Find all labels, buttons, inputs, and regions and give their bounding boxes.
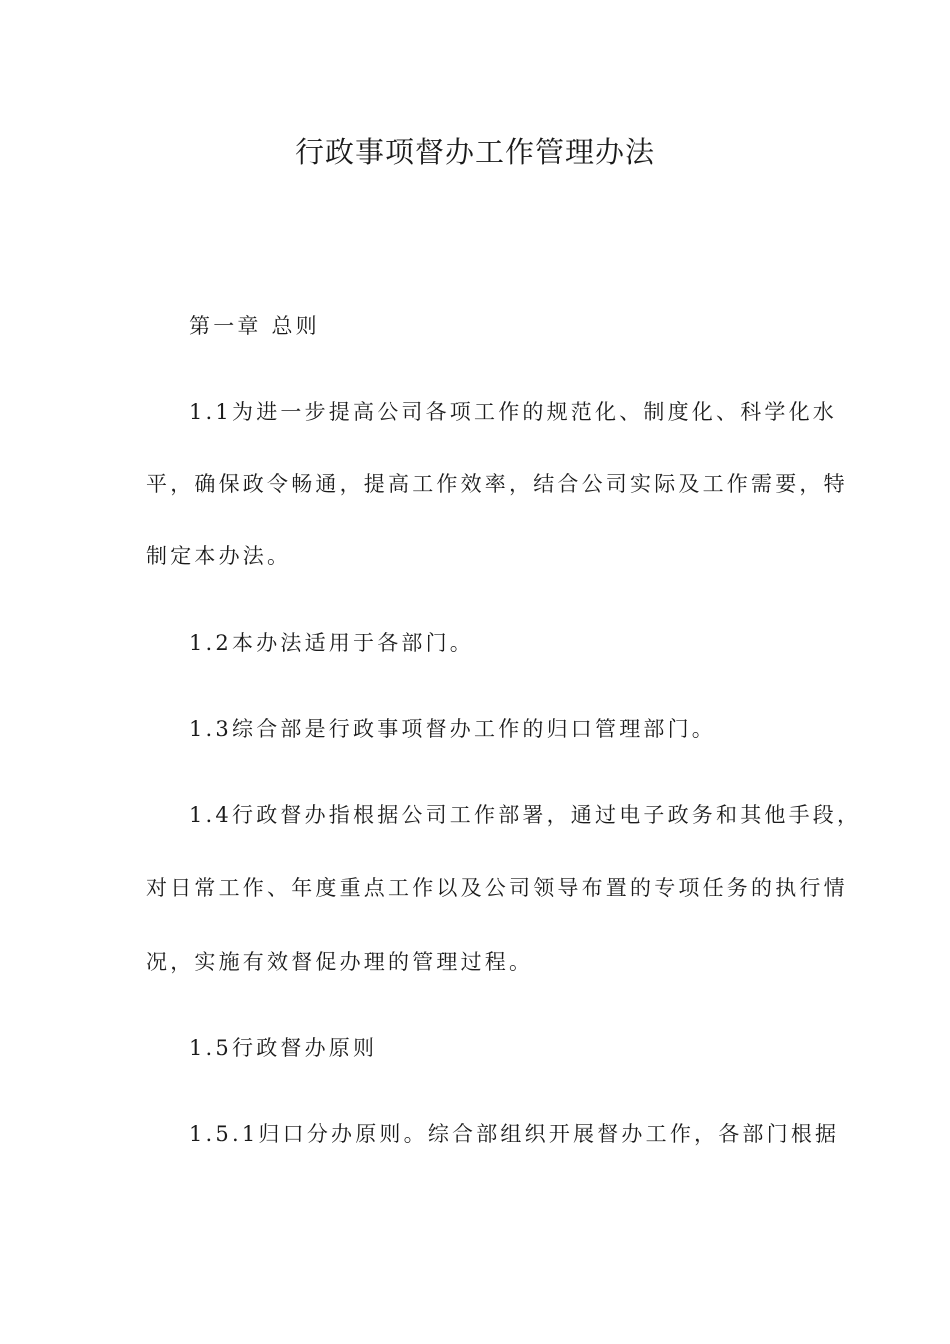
paragraph-line: 制定本办法。 bbox=[146, 544, 292, 568]
paragraph-line: 1.1为进一步提高公司各项工作的规范化、制度化、科学化水 bbox=[189, 400, 837, 424]
chapter-heading: 第一章 总则 bbox=[189, 314, 320, 338]
document-title: 行政事项督办工作管理办法 bbox=[294, 135, 655, 169]
paragraph-line: 对日常工作、年度重点工作以及公司领导布置的专项任务的执行情 bbox=[146, 876, 848, 900]
paragraph-line: 况，实施有效督促办理的管理过程。 bbox=[146, 950, 534, 974]
paragraph-line: 平，确保政令畅通，提高工作效率，结合公司实际及工作需要，特 bbox=[146, 472, 848, 496]
paragraph-line: 1.3综合部是行政事项督办工作的归口管理部门。 bbox=[189, 717, 716, 741]
section-heading: 1.5行政督办原则 bbox=[189, 1036, 378, 1060]
paragraph-line: 1.5.1归口分办原则。综合部组织开展督办工作，各部门根据 bbox=[189, 1122, 840, 1146]
paragraph-line: 1.4行政督办指根据公司工作部署，通过电子政务和其他手段， bbox=[189, 803, 862, 827]
paragraph-line: 1.2本办法适用于各部门。 bbox=[189, 631, 474, 655]
